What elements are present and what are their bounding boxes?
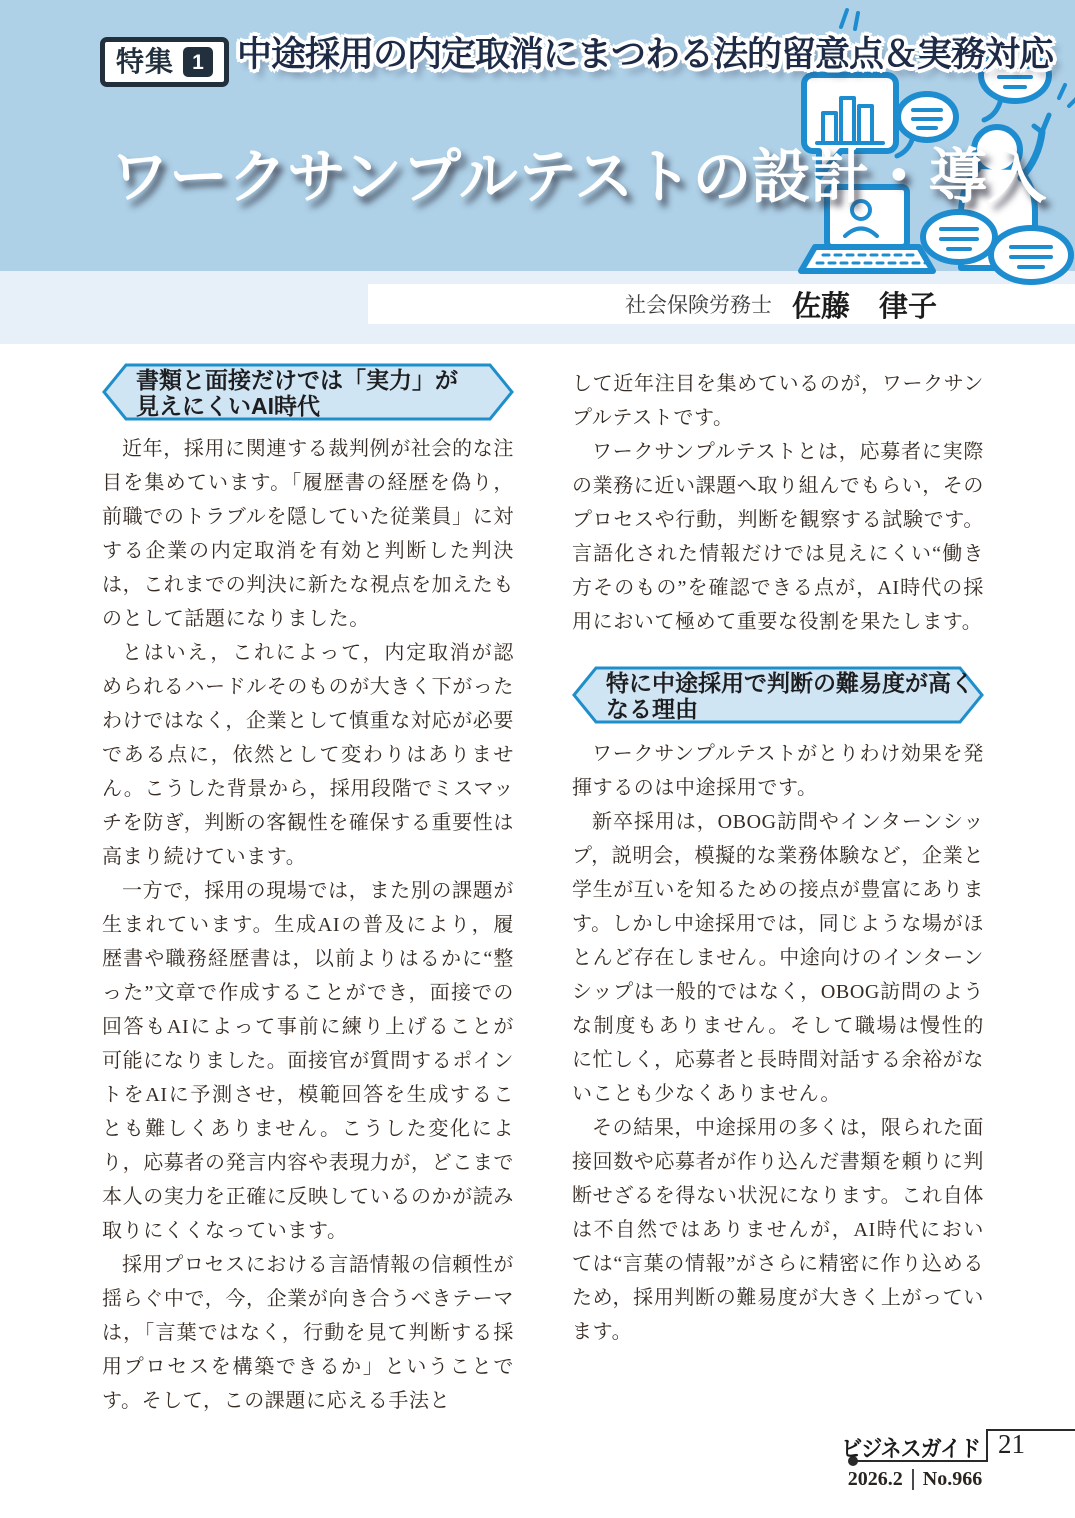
feature-badge	[100, 37, 229, 87]
section-heading-1-text	[102, 363, 514, 419]
paragraph: その結果，中途採用の多くは，限られた面接回数や応募者が作り込んだ書類を頼りに判断せざるを得ない状況になります。これ自体は不自然ではありませんが，AI時代においては“言葉の情報”がさらに精密に作り込めるため，採用判断の難易度が大きく上がっています。	[572, 1117, 984, 1343]
paragraph: 新卒採用は，OBOG訪問やインターンシップ，説明会，模擬的な業務体験など，企業と学生が互いを知るための接点が豊富にあります。しかし中途採用では，同じような場がほとんど存在しません。中途向けのインターンシップは一般的ではなく，OBOG訪問のような制度もありません。そして職場は慢性的に忙しく，応募者と長時間対話する余裕がないことも少なくありません。	[572, 811, 984, 1105]
issue-separator	[912, 1469, 914, 1490]
feature-badge-number: 1	[192, 50, 204, 74]
paragraph: 近年，採用に関連する裁判例が社会的な注目を集めています。「履歴書の経歴を偽り，前職でのトラブルを隠していた従業員」に対する企業の内定取消を有効と判断した判決は，これまでの判決に新たな視点を加えたものとして話題になりました。	[102, 438, 514, 630]
heading-line: 見えにくいAI時代	[136, 393, 320, 419]
paragraph: 一方で，採用の現場では，また別の課題が生まれています。生成AIの普及により，履歴書や職務経歴書は，以前よりはるかに“整った”文章で作成することができ，面接での回答もAIによって事前に練り上げることが可能になりました。面接官が質問するポイントをAIに予測させ，模範回答を生成することも難しくありません。こうした変化により，応募者の発言内容や表現力が，どこまで本人の実力を正確に反映しているのかが読み取りにくくなっています。	[102, 880, 514, 1242]
section-heading-2	[572, 666, 984, 724]
right-column	[572, 367, 984, 1349]
left-column	[102, 363, 514, 1418]
heading-line: なる理由	[606, 696, 698, 722]
issue-date: 2026.2	[847, 1468, 903, 1490]
section-heading-1	[102, 363, 514, 421]
author-role: 社会保険労務士	[624, 294, 772, 317]
feature-badge-number-box	[183, 47, 213, 77]
feature-badge-label: 特集	[116, 46, 175, 77]
page-number: 21	[998, 1429, 1025, 1459]
paragraph: ワークサンプルテストとは，応募者に実際の業務に近い課題へ取り組んでもらい，そのプロセスや行動，判断を観察する試験です。言語化された情報だけでは見えにくい“働き方そのもの”を確認できる点が，AI時代の採用において極めて重要な役割を果たします。	[572, 441, 984, 633]
paragraph: して近年注目を集めているのが，ワークサンプルテストです。	[572, 373, 984, 429]
paragraph: 採用プロセスにおける言語情報の信頼性が揺らぐ中で，今，企業が向き合うべきテーマは，「言葉ではなく，行動を見て判断する採用プロセスを構築できるか」ということです。そして，この課題に応える手法と	[102, 1254, 514, 1412]
sparkle-icon	[841, 10, 858, 29]
page-header	[0, 0, 1075, 271]
author-name: 佐藤 律子	[791, 290, 937, 323]
paragraph: ワークサンプルテストがとりわけ効果を発揮するのは中途採用です。	[572, 743, 984, 799]
speech-bubble-icon	[991, 228, 1071, 282]
issue-number: No.966	[922, 1468, 983, 1490]
section-heading-2-text	[572, 666, 984, 722]
paragraph: とはいえ，これによって，内定取消が認められるハードルそのものが大きく下がったわけではなく，企業として慎重な対応が必要である点に，依然として変わりはありません。こうした背景から，採用段階でミスマッチを防ぎ，判断の客観性を確保する重要性は高まり続けています。	[102, 642, 514, 868]
article-title: ワークサンプルテストの設計・導入	[110, 144, 1047, 210]
footer-rule	[986, 1429, 988, 1462]
heading-line: 特に中途採用で判断の難易度が高く	[606, 670, 974, 696]
issue-info	[846, 1468, 984, 1491]
author-bar	[368, 284, 1075, 324]
speech-bubble-icon	[923, 212, 995, 262]
series-title: 中途採用の内定取消にまつわる法的留意点＆実務対応	[237, 35, 1054, 74]
magazine-logo: ビジネスガイド	[841, 1437, 980, 1463]
heading-line: 書類と面接だけでは「実力」が	[136, 367, 458, 393]
